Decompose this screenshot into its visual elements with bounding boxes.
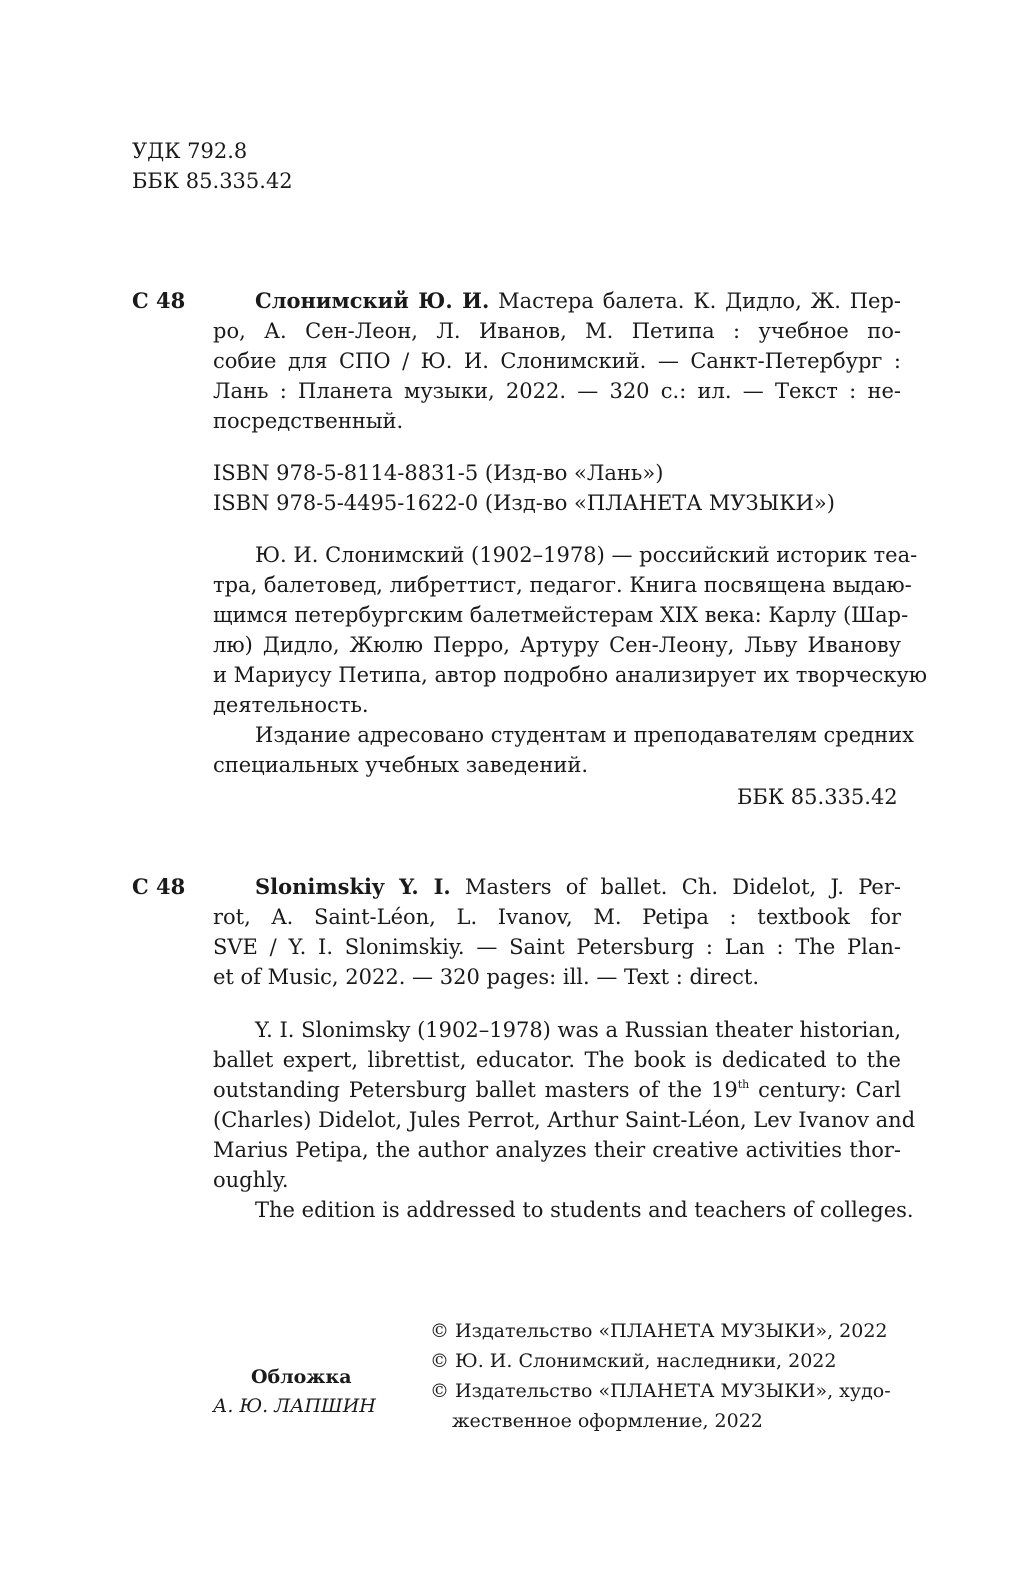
copyright-line: © Издательство «ПЛАНЕТА МУЗЫКИ», худо-: [430, 1380, 891, 1402]
ru-annotation-line: щимся петербургским балетмейстерам XIX века: Карлу (Шар-: [213, 603, 909, 627]
en-entry-line: [213, 872, 901, 902]
ru-annotation: [213, 540, 928, 780]
ru-bibliographic-entry: [213, 286, 901, 436]
ordinal-superscript: th: [737, 1078, 750, 1091]
en-annotation: [213, 1015, 916, 1225]
isbn-planeta: ISBN 978-5-4495-1622-0 (Изд-во «ПЛАНЕТА МУЗЫКИ»): [213, 491, 835, 515]
en-entry-line: SVE / Y. I. Slonimskiy. — Saint Petersburg : Lan : The Plan-: [213, 935, 901, 959]
cover-label: Обложка: [251, 1366, 352, 1388]
en-author-sign: С 48: [132, 874, 186, 899]
copyright-line: жественное оформление, 2022: [452, 1410, 763, 1432]
ru-annotation-line: деятельность.: [213, 693, 369, 717]
en-annotation-text: century: Carl: [749, 1078, 901, 1102]
en-annotation-text: outstanding Petersburg ballet masters of the 19: [213, 1078, 738, 1102]
ru-entry-line: Лань : Планета музыки, 2022. — 320 с.: ил. — Текст : не-: [213, 379, 901, 403]
copyright-line: © Ю. И. Слонимский, наследники, 2022: [430, 1350, 837, 1372]
bbk-code-right: ББК 85.335.42: [737, 785, 898, 809]
ru-author-name: Слонимский Ю. И.: [255, 288, 490, 313]
ru-audience-line: специальных учебных заведений.: [213, 753, 588, 777]
ru-entry-line: ро, А. Сен-Леон, Л. Иванов, М. Петипа : учебное по-: [213, 319, 901, 343]
copyright-block: [430, 1316, 891, 1436]
en-annotation-line: ballet expert, librettist, educator. The book is dedicated to the: [213, 1048, 901, 1072]
en-audience-line: The edition is addressed to students and teachers of colleges.: [255, 1198, 914, 1222]
isbn-lan: ISBN 978-5-8114-8831-5 (Изд-во «Лань»): [213, 461, 664, 485]
cover-artist: А. Ю. ЛАПШИН: [213, 1395, 376, 1417]
en-bibliographic-entry: [213, 872, 901, 992]
en-title-start: Masters of ballet. Ch. Didelot, J. Per-: [450, 875, 901, 899]
ru-entry-line: посредственный.: [213, 409, 404, 433]
en-annotation-line: Marius Petipa, the author analyzes their creative activities thor-: [213, 1138, 901, 1162]
en-annotation-line: Y. I. Slonimsky (1902–1978) was a Russian theater historian,: [255, 1018, 902, 1042]
ru-audience-line: Издание адресовано студентам и преподавателям средних: [255, 723, 914, 747]
ru-title-start: Мастера балета. К. Дидло, Ж. Пер-: [489, 289, 901, 313]
ru-annotation-line: лю) Дидло, Жюлю Перро, Артуру Сен-Леону, Льву Иванову: [213, 633, 901, 657]
en-entry-line: rot, A. Saint-Léon, L. Ivanov, M. Petipa : textbook for: [213, 905, 901, 929]
en-annotation-line: [213, 1075, 901, 1105]
udk-code: УДК 792.8: [132, 139, 248, 163]
ru-entry-line: [213, 286, 901, 316]
en-annotation-line: oughly.: [213, 1168, 289, 1192]
copyright-line: © Издательство «ПЛАНЕТА МУЗЫКИ», 2022: [430, 1320, 888, 1342]
ru-annotation-line: тра, балетовед, либреттист, педагог. Книга посвящена выдаю-: [213, 573, 912, 597]
ru-entry-line: собие для СПО / Ю. И. Слонимский. — Санкт-Петербург :: [213, 349, 901, 373]
ru-author-sign: С 48: [132, 288, 186, 313]
ru-annotation-line: Ю. И. Слонимский (1902–1978) — российский историк теа-: [255, 543, 918, 567]
en-annotation-line: (Charles) Didelot, Jules Perrot, Arthur Saint-Léon, Lev Ivanov and: [213, 1108, 916, 1132]
bbk-code: ББК 85.335.42: [132, 169, 293, 193]
isbn-block: [213, 458, 835, 518]
en-author-name: Slonimskiy Y. I.: [255, 874, 451, 899]
en-entry-line: et of Music, 2022. — 320 pages: ill. — Text : direct.: [213, 965, 760, 989]
ru-annotation-line: и Мариусу Петипа, автор подробно анализирует их творческую: [213, 663, 928, 687]
